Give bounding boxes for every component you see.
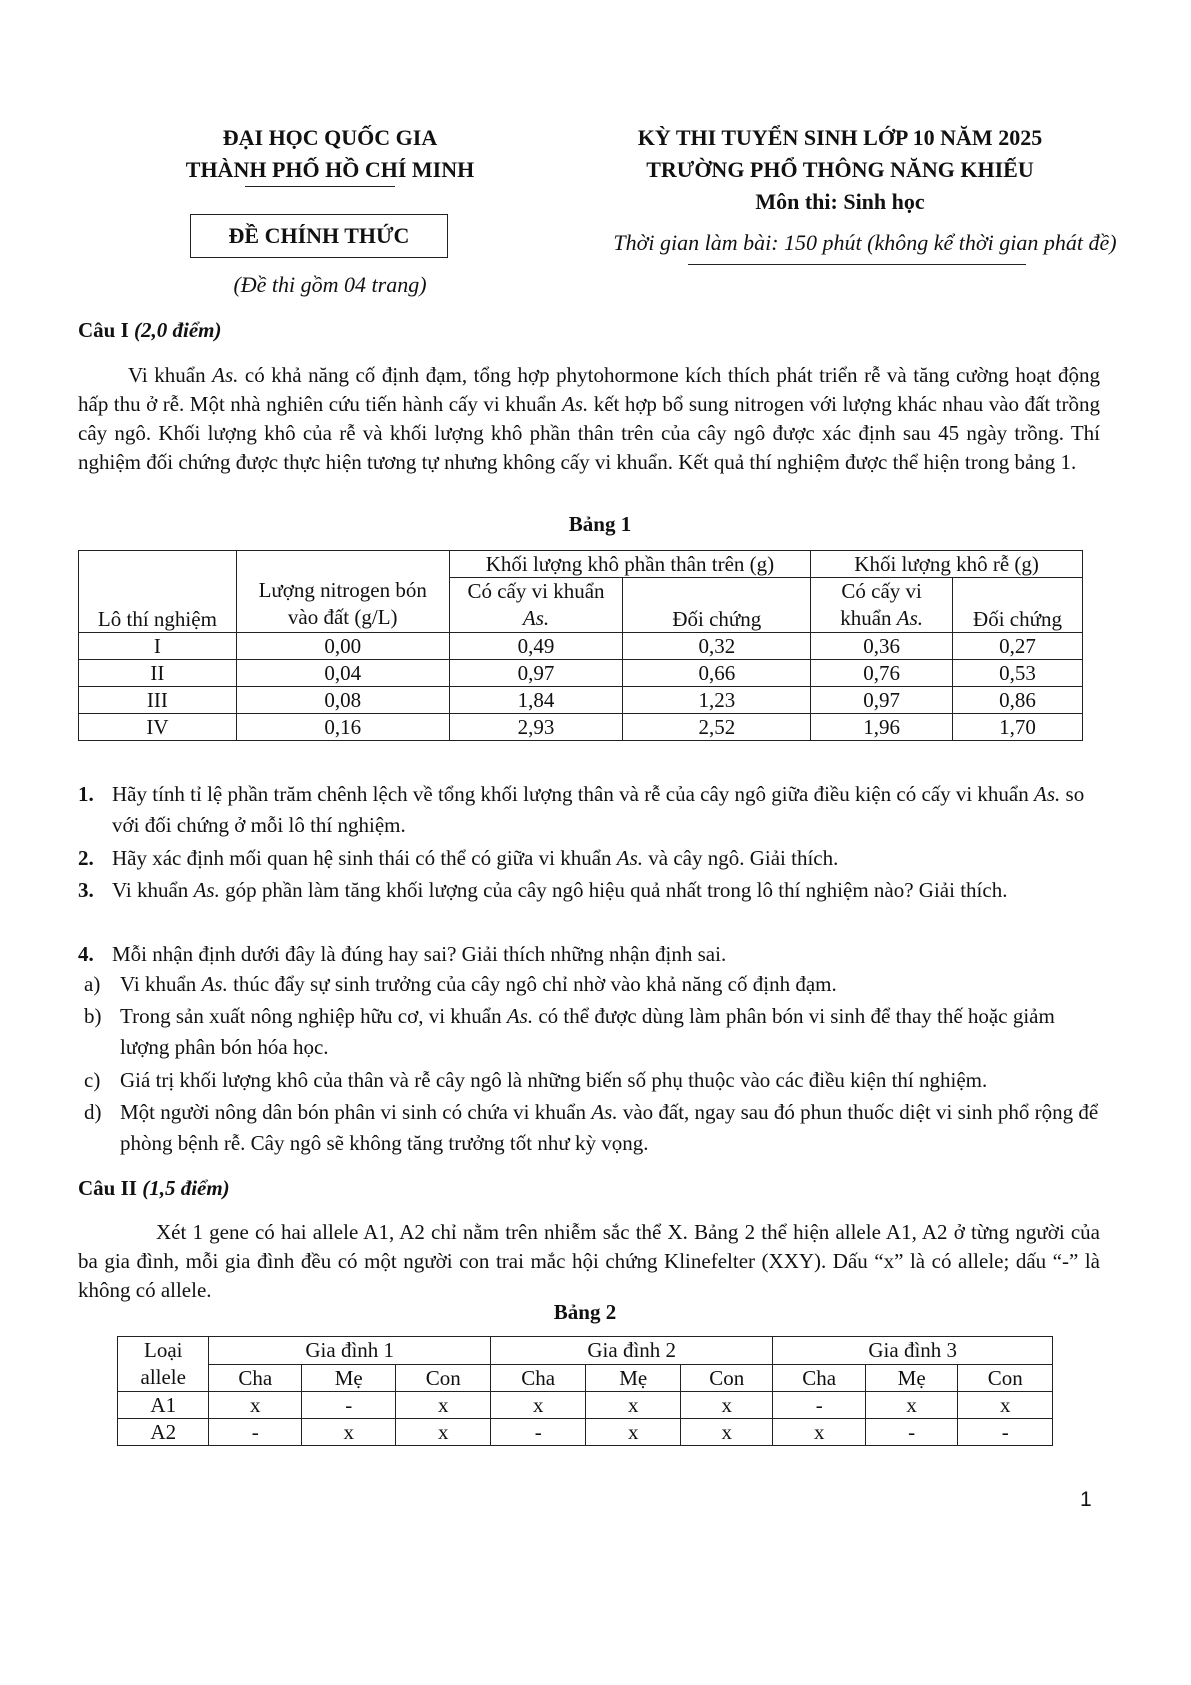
header-underline-left [245, 186, 395, 187]
table-cell: A1 [118, 1392, 209, 1419]
header-underline-right [688, 264, 1026, 265]
table-cell: II [79, 660, 237, 687]
table-2-header-father: Cha [490, 1364, 586, 1392]
table-1-header-root-with: Có cấy vi khuẩn As. [811, 578, 953, 633]
table-cell: 1,70 [953, 714, 1083, 741]
statement-a [84, 969, 1108, 1000]
species-name: As. [212, 363, 239, 387]
statement-b [84, 1001, 1108, 1063]
table-cell: - [958, 1419, 1053, 1446]
statement-text: Một người nông dân bón phân vi sinh có chứa vi khuẩn As. vào đất, ngay sau đó phun thuốc diệt vi sinh phổ rộng để phòng bệnh rễ. Cây ngô sẽ không tăng trưởng tốt như kỳ vọng. [120, 1100, 1099, 1155]
item-text: Vi khuẩn As. góp phần làm tăng khối lượng của cây ngô hiệu quả nhất trong lô thí nghiệm nào? Giải thích. [112, 878, 1008, 902]
table-cell: 0,27 [953, 633, 1083, 660]
table-1-header-lot: Lô thí nghiệm [79, 578, 237, 633]
question-1-item-2 [78, 843, 1108, 874]
species-name: As. [522, 606, 550, 630]
question-1-heading [78, 318, 222, 343]
statement-letter: b) [84, 1004, 102, 1028]
table-cell: x [773, 1419, 865, 1446]
table-row [79, 714, 1083, 741]
table-cell: x [680, 1392, 772, 1419]
species-name: As. [896, 606, 924, 630]
item-text: Hãy xác định mối quan hệ sinh thái có thể có giữa vi khuẩn As. và cây ngô. Giải thích. [112, 846, 839, 870]
item-number: 2. [78, 846, 94, 870]
university-line2: THÀNH PHỐ HỒ CHÍ MINH [185, 157, 475, 182]
table-1-header-shoot: Khối lượng khô phần thân trên (g) [449, 551, 811, 578]
table-cell: x [586, 1419, 681, 1446]
question-1-item-3 [78, 875, 1108, 906]
species-name: As. [193, 878, 220, 902]
table-cell: x [396, 1419, 491, 1446]
table-2-header-family-3: Gia đình 3 [773, 1337, 1053, 1365]
exam-title [560, 122, 1120, 218]
table-cell: - [773, 1392, 865, 1419]
table-2-header-father: Cha [209, 1364, 301, 1392]
official-exam-label: ĐỀ CHÍNH THỨC [228, 223, 410, 248]
question-2-title: Câu II [78, 1176, 137, 1200]
species-name: As. [616, 846, 644, 870]
table-cell: x [958, 1392, 1053, 1419]
table-2 [117, 1336, 1053, 1446]
table-cell: 0,36 [811, 633, 953, 660]
question-2-heading [78, 1176, 230, 1201]
table-2-header-allele: Loại allele [118, 1337, 209, 1392]
question-1-title: Câu I [78, 318, 129, 342]
item-number: 4. [78, 942, 94, 966]
statement-letter: c) [84, 1068, 101, 1092]
table-1-header-shoot-control: Đối chứng [623, 578, 811, 633]
table-row [118, 1419, 1053, 1446]
table-2-header-mother: Mẹ [301, 1364, 396, 1392]
table-cell: 1,96 [811, 714, 953, 741]
question-2-points: (1,5 điểm) [142, 1176, 230, 1200]
statement-letter: a) [84, 972, 101, 996]
table-cell: 0,00 [236, 633, 449, 660]
table-2-header-child: Con [680, 1364, 772, 1392]
exam-subject: Môn thi: Sinh học [755, 189, 925, 214]
table-2-header-family-1: Gia đình 1 [209, 1337, 490, 1365]
question-1-item-4 [78, 939, 1108, 970]
table-cell: 0,53 [953, 660, 1083, 687]
table-cell: 0,76 [811, 660, 953, 687]
statement-text: Vi khuẩn As. thúc đẩy sự sinh trưởng của cây ngô chỉ nhờ vào khả năng cố định đạm. [120, 972, 837, 996]
table-cell: IV [79, 714, 237, 741]
table-1-header-shoot-with: Có cấy vi khuẩn As. [449, 578, 623, 633]
page-count-note: (Đề thi gồm 04 trang) [233, 272, 427, 297]
table-cell: 1,23 [623, 687, 811, 714]
statement-d [84, 1097, 1108, 1159]
table-1-header-root-control: Đối chứng [953, 578, 1083, 633]
statement-letter: d) [84, 1100, 102, 1124]
exam-title-line1: KỲ THI TUYỂN SINH LỚP 10 NĂM 2025 [637, 125, 1043, 150]
table-cell: 1,84 [449, 687, 623, 714]
table-cell: - [209, 1419, 301, 1446]
table-2-header-child: Con [396, 1364, 491, 1392]
table-1-title: Bảng 1 [568, 512, 632, 536]
table-cell: I [79, 633, 237, 660]
university-line1: ĐẠI HỌC QUỐC GIA [222, 125, 438, 150]
page-number: 1 [1080, 1488, 1092, 1511]
table-row [79, 687, 1083, 714]
table-cell: - [301, 1392, 396, 1419]
table-row [79, 633, 1083, 660]
table-2-header-mother: Mẹ [586, 1364, 681, 1392]
exam-time-note: Thời gian làm bài: 150 phút (không kể thời gian phát đề) [613, 230, 1117, 255]
table-cell: x [209, 1392, 301, 1419]
statement-c [84, 1065, 1108, 1096]
question-2-intro: Xét 1 gene có hai allele A1, A2 chỉ nằm trên nhiễm sắc thể X. Bảng 2 thể hiện allele A1, A2 ở từng người của ba gia đình, mỗi gia đình đều có một người con trai mắc hội chứng Klinefelter (XXY). Dấu “x” là có allele; dấu “-” là không có allele. [78, 1220, 1100, 1302]
table-cell: x [586, 1392, 681, 1419]
statement-text: Giá trị khối lượng khô của thân và rễ cây ngô là những biến số phụ thuộc vào các điều kiện thí nghiệm. [120, 1068, 988, 1092]
species-name: As. [1034, 782, 1061, 806]
question-1-points: (2,0 điểm) [134, 318, 222, 342]
table-2-header-mother: Mẹ [865, 1364, 957, 1392]
species-name: As. [561, 392, 589, 416]
table-cell: x [865, 1392, 957, 1419]
table-cell: III [79, 687, 237, 714]
table-cell: x [490, 1392, 586, 1419]
table-cell: x [396, 1392, 491, 1419]
table-cell: A2 [118, 1419, 209, 1446]
table-cell: 0,04 [236, 660, 449, 687]
table-2-title: Bảng 2 [553, 1300, 617, 1324]
item-number: 1. [78, 782, 94, 806]
table-cell: 0,97 [811, 687, 953, 714]
table-cell: 2,52 [623, 714, 811, 741]
table-cell: 0,32 [623, 633, 811, 660]
official-exam-box [190, 214, 448, 258]
item-text: Mỗi nhận định dưới đây là đúng hay sai? Giải thích những nhận định sai. [112, 942, 727, 966]
table-cell: 0,16 [236, 714, 449, 741]
university-name [150, 122, 510, 186]
table-1-header-nitrogen: Lượng nitrogen bón vào đất (g/L) [236, 577, 449, 632]
table-row [79, 660, 1083, 687]
table-2-header-child: Con [958, 1364, 1053, 1392]
table-cell: - [490, 1419, 586, 1446]
table-2-header-father: Cha [773, 1364, 865, 1392]
table-cell: - [865, 1419, 957, 1446]
exam-title-line2: TRƯỜNG PHỔ THÔNG NĂNG KHIẾU [646, 157, 1034, 182]
statement-text: Trong sản xuất nông nghiệp hữu cơ, vi khuẩn As. có thể được dùng làm phân bón vi sinh để thay thế hoặc giảm lượng phân bón hóa học. [120, 1004, 1055, 1059]
species-name: As. [591, 1100, 618, 1124]
species-name: As. [506, 1004, 534, 1028]
table-cell: 2,93 [449, 714, 623, 741]
table-2-header-family-2: Gia đình 2 [490, 1337, 772, 1365]
table-1 [78, 550, 1083, 741]
table-cell: 0,86 [953, 687, 1083, 714]
table-cell: 0,66 [623, 660, 811, 687]
item-number: 3. [78, 878, 94, 902]
item-text: Hãy tính tỉ lệ phần trăm chênh lệch về tổng khối lượng thân và rễ của cây ngô giữa điều kiện có cấy vi khuẩn As. so với đối chứng ở mỗi lô thí nghiệm. [112, 782, 1085, 837]
table-cell: x [301, 1419, 396, 1446]
table-1-header-root: Khối lượng khô rễ (g) [811, 551, 1083, 578]
species-name: As. [201, 972, 228, 996]
table-cell: 0,97 [449, 660, 623, 687]
table-row [118, 1392, 1053, 1419]
table-cell: 0,49 [449, 633, 623, 660]
question-1-item-1 [78, 779, 1108, 841]
question-1-intro: Vi khuẩn As. có khả năng cố định đạm, tổng hợp phytohormone kích thích phát triển rễ và tăng cường hoạt động hấp thu ở rễ. Một nhà nghiên cứu tiến hành cấy vi khuẩn As. kết hợp bổ sung nitrogen với lượng khác nhau vào đất trồng cây ngô. Khối lượng khô của rễ và khối lượng khô phần thân trên của cây ngô được xác định sau 45 ngày trồng. Thí nghiệm đối chứng được thực hiện tương tự nhưng không cấy vi khuẩn. Kết quả thí nghiệm được thể hiện trong bảng 1. [78, 363, 1101, 474]
table-cell: 0,08 [236, 687, 449, 714]
table-cell: x [680, 1419, 772, 1446]
